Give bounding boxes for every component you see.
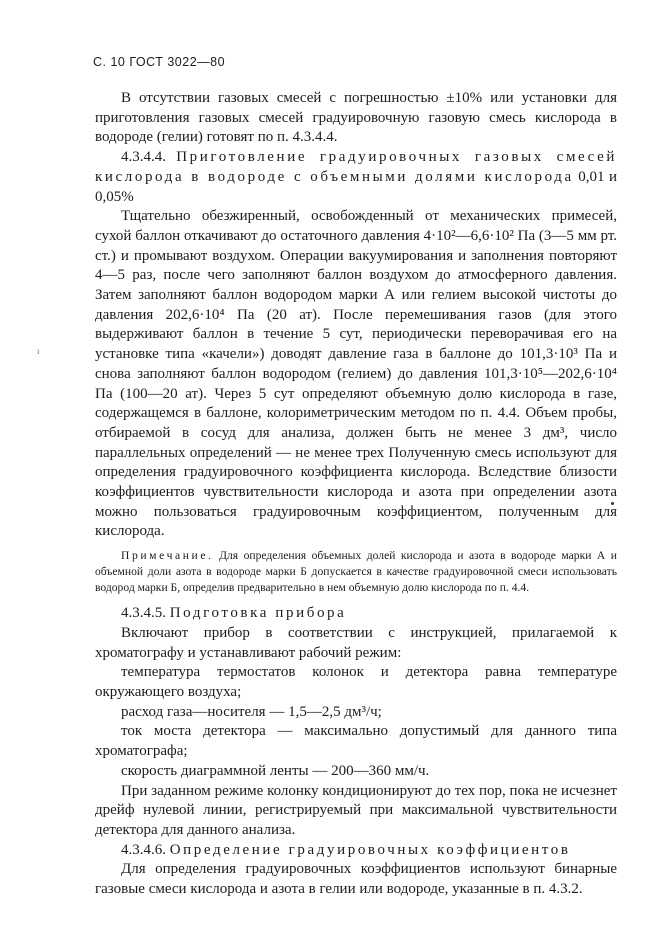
page-body — [95, 89, 617, 900]
paragraph-device-setup: Включают прибор в соответствии с инструкцией, прилагаемой к хроматографу и устанавливают рабочий режим: — [95, 624, 617, 661]
page-header: С. 10 ГОСТ 3022—80 — [93, 55, 226, 69]
margin-mark: ı — [37, 346, 40, 356]
section-4-3-4-5-heading — [95, 604, 617, 624]
paragraph-temperature: температура термостатов колонок и детектора равна температуре окружающего воздуха; — [95, 664, 617, 700]
note-text: Для определения объемных долей кислорода и азота в водороде марки А и объемной доли азота в водороде марки Б допускается в качестве градуировочной смеси использовать водород марки Б, определив предварительно в нем объемную долю кислорода по п. 4.4. — [95, 549, 617, 595]
paragraph-bridge-current: ток моста детектора — максимально допустимый для данного типа хроматографа; — [95, 723, 617, 760]
section-title: Подготовка прибора — [169, 605, 347, 622]
section-number: 4.3.4.6. — [121, 841, 166, 858]
paragraph-conditioning: При заданном режиме колонку кондиционируют до тех пор, пока не исчезнет дрейф нулевой линии, регистрируемый при максимальной чувствительности детектора для данного анализа. — [95, 782, 617, 838]
section-title-tail: 0,01 и 0,05% — [95, 168, 618, 205]
section-4-3-4-6-heading — [95, 841, 617, 861]
paragraph-chart-speed: скорость диаграммной ленты — 200—360 мм/ч. — [121, 762, 430, 779]
paragraph-intro: В отсутствии газовых смесей с погрешностью ±10% или установки для приготовления газовых смесей градуировочную газовую смесь кислорода в водороде (гелии) готовят по п. 4.3.4.4. — [95, 90, 617, 146]
paragraph-gas-flow: расход газа—носителя — 1,5—2,5 дм³/ч; — [121, 703, 382, 720]
section-4-3-4-4-heading — [95, 148, 617, 207]
section-number: 4.3.4.5. — [121, 605, 166, 622]
note-label: Примечание. — [121, 549, 214, 563]
section-title: Приготовление градуировочных газовых смесей кислорода в водороде с объемными долями кислорода — [95, 149, 617, 185]
paragraph-calibration-mixtures: Для определения градуировочных коэффициентов используют бинарные газовые смеси кислорода и азота в гелии или водороде, указанные в п. 4.3.2. — [95, 861, 617, 898]
paragraph-preparation: Тщательно обезжиренный, освобожденный от механических примесей, сухой баллон откачивают до остаточного давления 4·10²—6,6·10² Па (3—5 мм рт. ст.) и промывают воздухом. Операции вакуумирования и заполнения повторяют 4—5 раз, после чего заполняют баллон воздухом до атмосферного давления. Затем заполняют баллон водородом марки А или гелием высокой чистоты до давления 202,6·10⁴ Па (20 ат). После перемешивания газов (для этого выдерживают баллон в течение 5 сут, периодически переворачивая его на установке типа «качели») доводят давление газа в баллоне до 101,3·10³ Па и снова заполняют баллон водородом (гелием) до давления 101,3·10⁵—202,6·10⁴ Па (100—20 ат). Через 5 сут определяют объемную долю кислорода в газе, содержащемся в баллоне, колориметрическим методом по п. 4.4. Объем пробы, отбираемой в сосуд для анализа, должен быть не менее 3 дм³, число параллельных определений — не менее трех Полученную смесь используют для определения градуировочного коэффициента кислорода. Вследствие близости коэффициентов чувствительности кислорода и азота при определении азота можно пользоваться градуировочным коэффициентом, полученным для кислорода. — [95, 208, 617, 540]
section-title: Определение градуировочных коэффициентов — [169, 841, 571, 858]
section-number: 4.3.4.4. — [121, 149, 166, 166]
note — [95, 548, 617, 596]
